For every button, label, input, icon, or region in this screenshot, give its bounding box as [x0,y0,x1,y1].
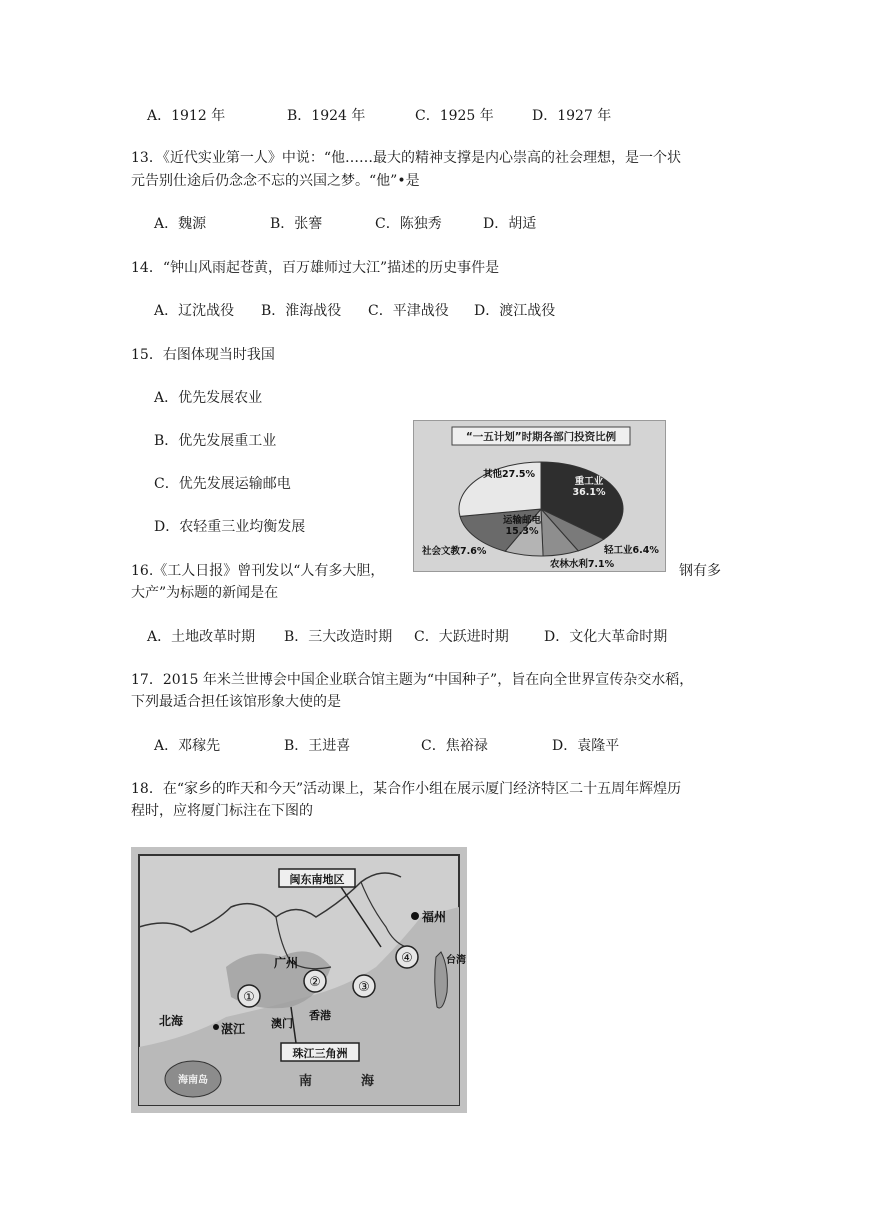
q16-option-d: D．文化大革命时期 [544,629,668,645]
beihai-label: 北海 [159,1014,184,1028]
q14-option-a: A．辽沈战役 [154,303,235,319]
q16-option-b: B．三大改造时期 [284,629,393,645]
fuzhou-label: 福州 [422,910,447,924]
q16-stem-line1-left: 16.《工人日报》曾刊发以“人有多大胆， [131,563,385,579]
q14-stem: 14．“钟山风雨起苍黄，百万雄师过大江”描述的历史事件是 [131,260,500,276]
q13-stem-line1: 13．《近代实业第一人》中说：“他……最大的精神支撑是内心崇高的社会理想，是一个状 [131,150,681,166]
fuzhou-dot [411,912,419,920]
marker-3 [353,975,375,997]
pie-label-5-part1: 运输邮电 [502,515,542,526]
macau-label: 澳门 [271,1017,293,1030]
pie-label-3: 农林水利7.1% [549,559,615,570]
q16-stem-line1-right: 钢有多 [679,563,721,579]
q15-option-d: D．农轻重三业均衡发展 [154,519,306,535]
q15-stem: 15．右图体现当时我国 [131,347,275,363]
marker-2-label: ② [309,975,321,990]
zhanjiang-label: 湛江 [221,1022,246,1036]
hongkong-label: 香港 [309,1009,331,1022]
q15-option-b: B．优先发展重工业 [154,433,277,449]
q14-option-d: D．渡江战役 [474,303,556,319]
zhanjiang-dot [213,1024,219,1030]
callout-bottom-label: 珠江三角洲 [292,1047,348,1060]
q17-option-a: A．邓稼先 [154,738,221,754]
investment-pie-chart [413,420,666,572]
q13-option-a: A．魏源 [154,216,207,232]
q12-option-c: C．1925 年 [415,108,494,124]
q12-option-b: B．1924 年 [287,108,366,124]
q17-option-b: B．王进喜 [284,738,351,754]
pie-label-2: 轻工业6.4% [604,545,659,556]
q17-option-c: C．焦裕禄 [421,738,488,754]
q18-stem-line2: 程时，应将厦门标注在下图的 [131,803,313,819]
hainan-label: 海南岛 [178,1075,208,1086]
q13-option-b: B．张謇 [270,216,323,232]
q16-option-c: C．大跃进时期 [414,629,509,645]
q13-stem-line2: 元告别仕途后仍念念不忘的兴国之梦。“他”•是 [131,173,420,189]
chart-title: “一五计划”时期各部门投资比例 [465,431,617,443]
pie-label-1-part1: 重工业 [574,476,604,487]
q16-option-a: A．土地改革时期 [147,629,256,645]
q17-option-d: D．袁隆平 [552,738,620,754]
sea-label-sea: 海 [361,1074,375,1089]
q16-stem-line2: 大产”为标题的新闻是在 [131,585,279,601]
q17-stem-line1: 17．2015 年米兰世博会中国企业联合馆主题为“中国种子”，旨在向全世界宣传杂交水稻， [131,672,694,688]
marker-4-label: ④ [401,951,413,966]
pie-label-4: 社会文教7.6% [422,546,487,557]
marker-1-label: ① [243,990,255,1005]
marker-2 [304,970,326,992]
pie-label-1-part2: 36.1% [572,487,606,498]
pie-label-5-part2: 15.3% [505,526,539,537]
sea-label-south: 南 [299,1074,313,1089]
taiwan-label: 台湾 [446,955,466,966]
q13-option-d: D．胡适 [483,216,537,232]
marker-3-label: ③ [358,980,370,995]
q14-option-b: B．淮海战役 [261,303,342,319]
guangzhou-label: 广州 [274,956,299,970]
q15-option-a: A．优先发展农业 [154,390,263,406]
q14-option-c: C．平津战役 [368,303,449,319]
marker-1 [238,985,260,1007]
q13-option-c: C．陈独秀 [375,216,442,232]
q18-stem-line1: 18．在“家乡的昨天和今天”活动课上，某合作小组在展示厦门经济特区二十五周年辉煌历 [131,781,682,797]
q12-option-d: D．1927 年 [532,108,612,124]
pie-label-6: 其他27.5% [483,469,535,480]
marker-4 [396,946,418,968]
q15-option-c: C．优先发展运输邮电 [154,476,291,492]
q17-stem-line2: 下列最适合担任该馆形象大使的是 [131,694,341,710]
callout-top-label: 闽东南地区 [289,873,345,886]
q12-option-a: A．1912 年 [147,108,226,124]
south-china-coast-map [131,847,467,1113]
